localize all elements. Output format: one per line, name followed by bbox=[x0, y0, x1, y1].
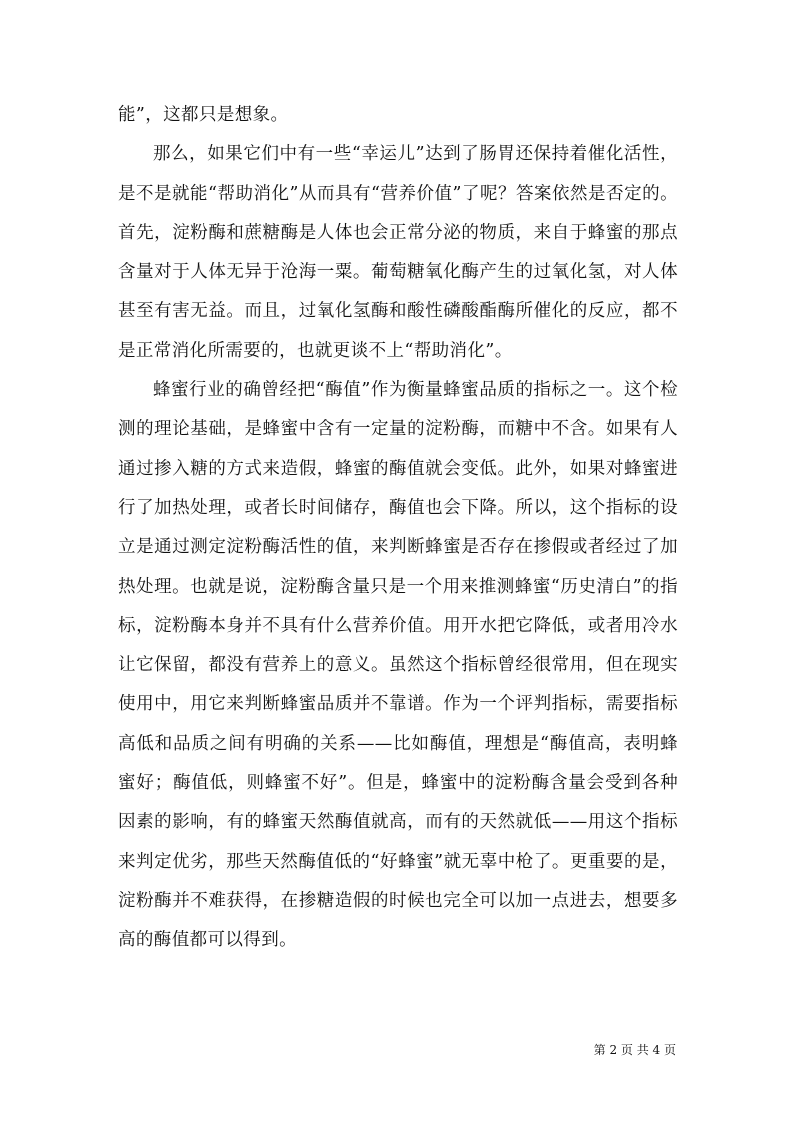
page-number-footer: 第 2 页 共 4 页 bbox=[593, 1043, 676, 1057]
paragraph-continuation: 能”，这都只是想象。 bbox=[118, 105, 289, 125]
paragraph-enzyme-value: 蜂蜜行业的确曾经把“酶值”作为衡量蜂蜜品质的指标之一。这个检测的理论基础，是蜂蜜中含有一定量的淀粉酶，而糖中不含。如果有人通过掺入糖的方式来造假，蜂蜜的酶值就会变低。此外，如果对蜂蜜进行了加热处理，或者长时间储存，酶值也会下降。所以，这个指标的设立是通过测定淀粉酶活性的值，来判断蜂蜜是否存在掺假或者经过了加热处理。也就是说，淀粉酶含量只是一个用来推测蜂蜜“历史清白”的指标，淀粉酶本身并不具有什么营养价值。用开水把它降低，或者用冷水让它保留，都没有营养上的意义。虽然这个指标曾经很常用，但在现实使用中，用它来判断蜂蜜品质并不靠谱。作为一个评判指标，需要指标高低和品质之间有明确的关系——比如酶值，理想是“酶值高，表明蜂蜜好；酶值低，则蜂蜜不好”。但是，蜂蜜中的淀粉酶含量会受到各种因素的影响，有的蜂蜜天然酶值就高，而有的天然就低——用这个指标来判定优劣，那些天然酶值低的“好蜂蜜”就无辜中枪了。更重要的是，淀粉酶并不难获得，在掺糖造假的时候也完全可以加一点进去，想要多高的酶值都可以得到。 bbox=[118, 380, 678, 951]
paragraph-enzyme-digestion: 那么，如果它们中有一些“幸运儿”达到了肠胃还保持着催化活性，是不是就能“帮助消化”从而具有“营养价值”了呢？答案依然是否定的。首先，淀粉酶和蔗糖酶是人体也会正常分泌的物质，来自于蜂蜜的那点含量对于人体无异于沧海一粟。葡萄糖氧化酶产生的过氧化氢，对人体甚至有害无益。而且，过氧化氢酶和酸性磷酸酯酶所催化的反应，都不是正常消化所需要的，也就更谈不上“帮助消化”。 bbox=[118, 144, 678, 361]
document-body bbox=[118, 96, 678, 961]
